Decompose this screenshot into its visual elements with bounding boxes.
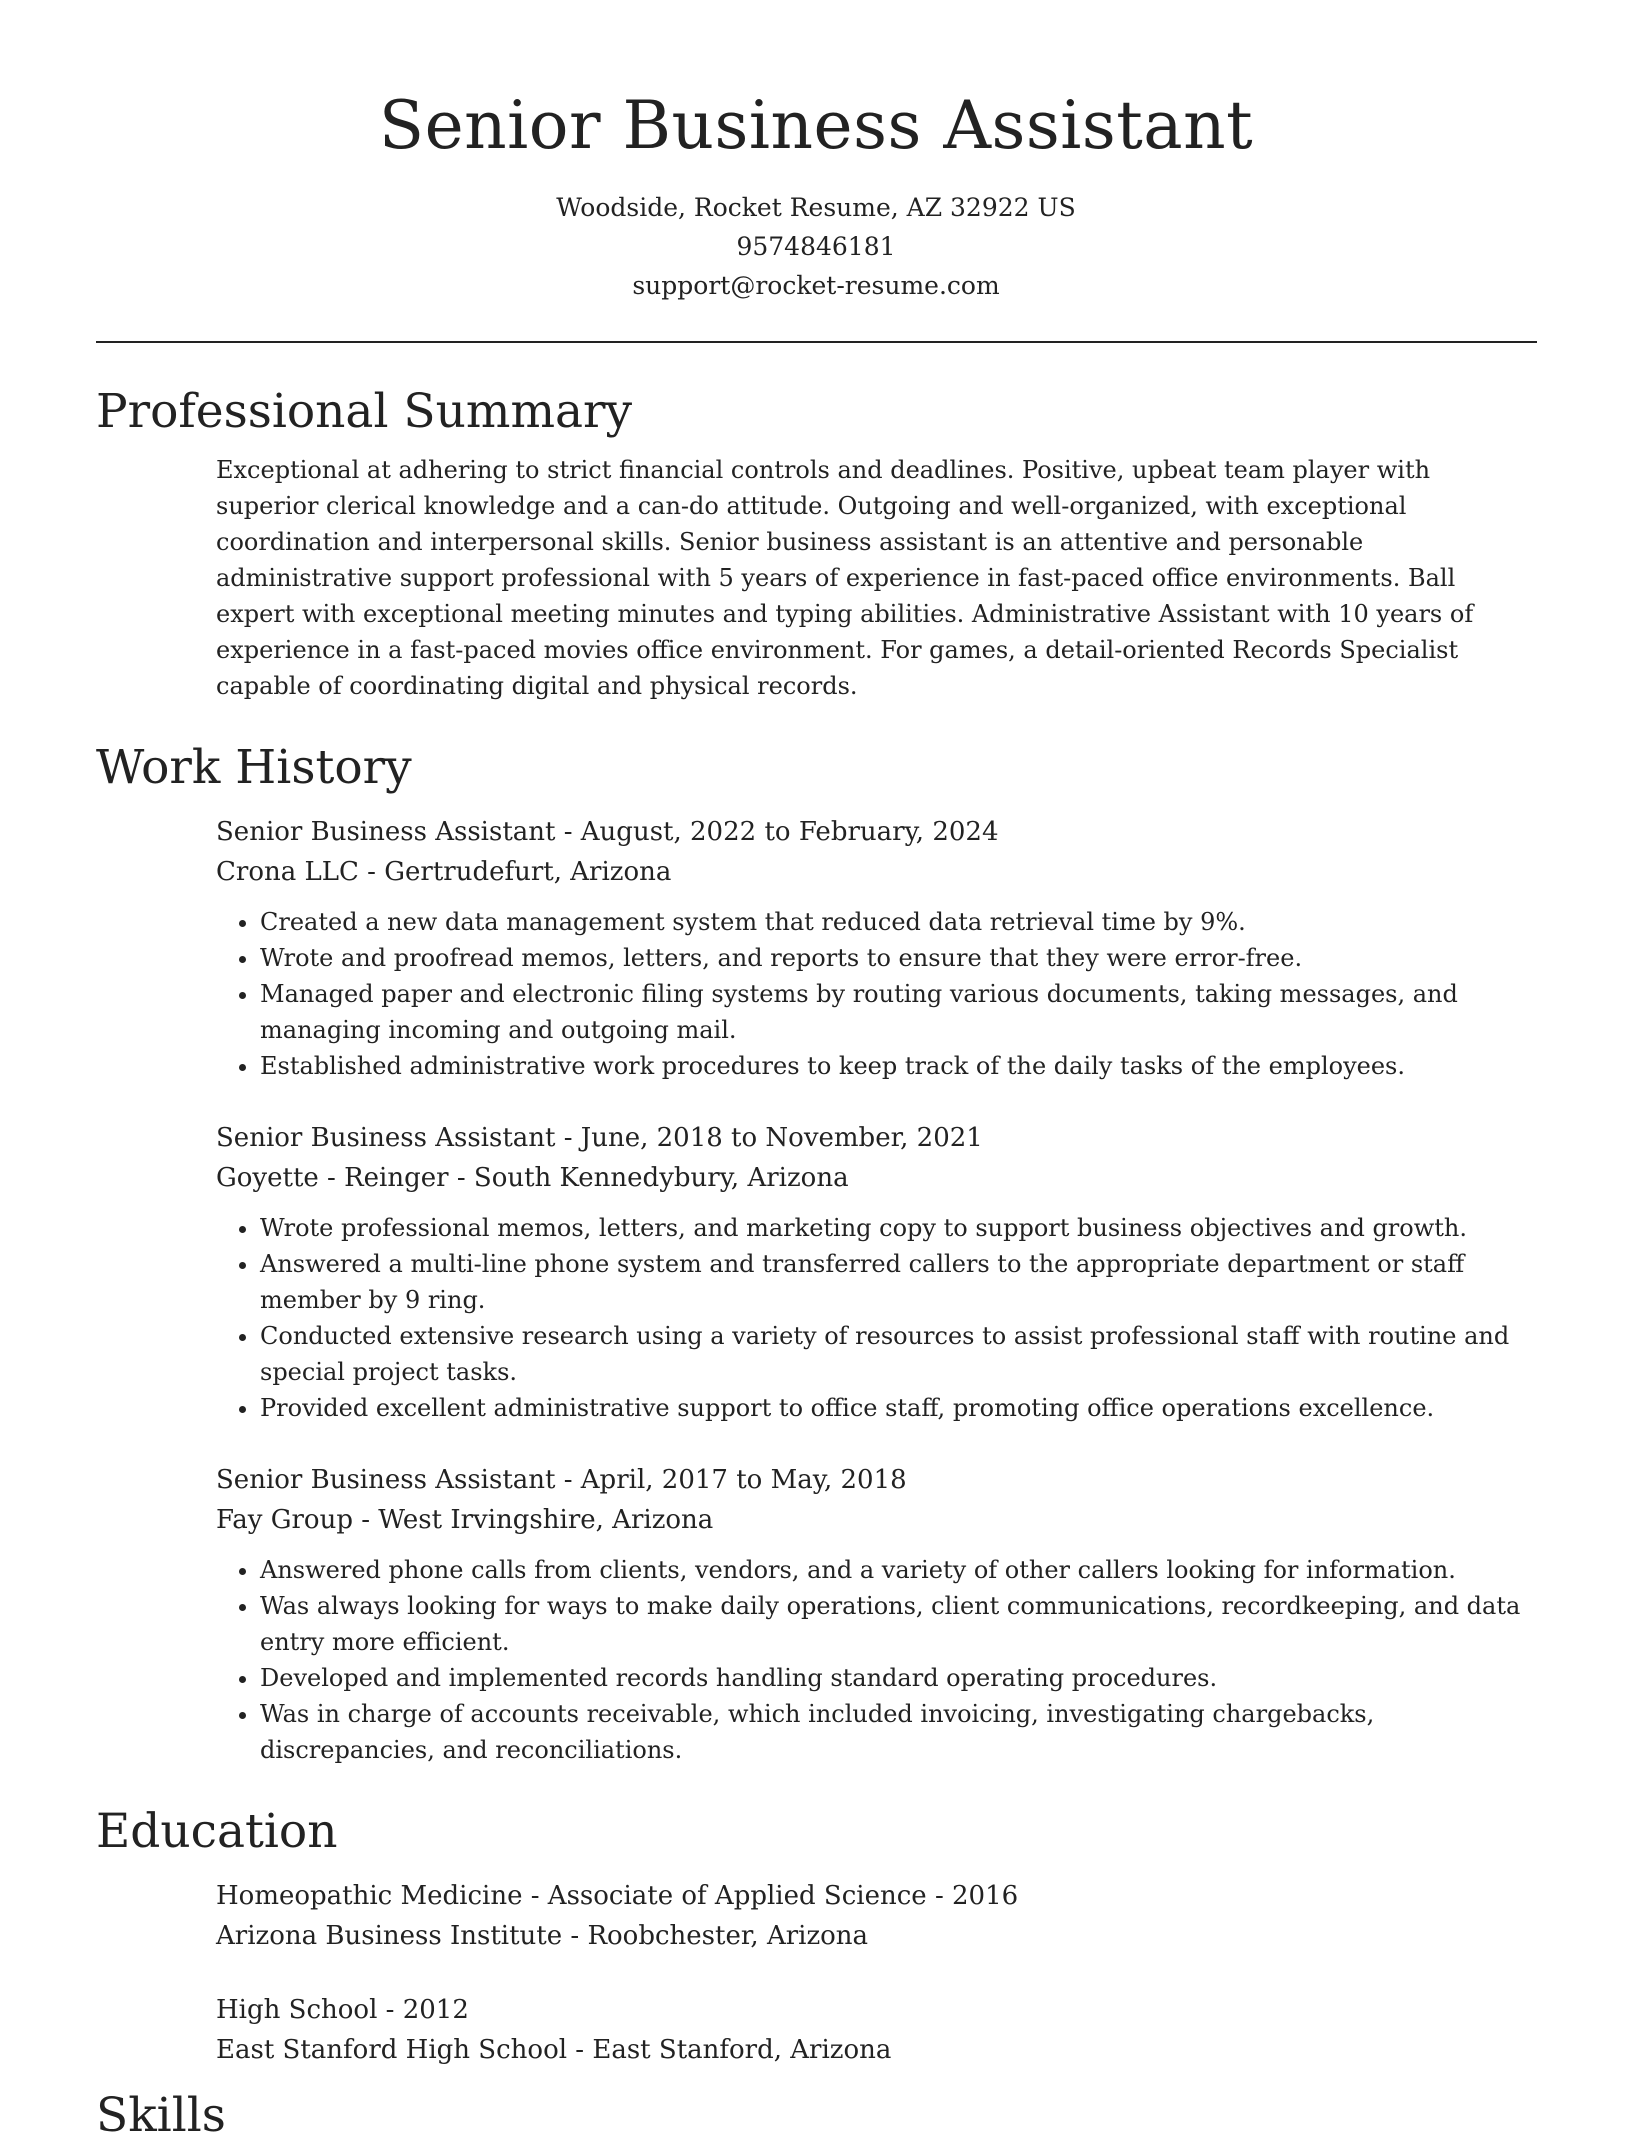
candidate-name: Senior Business Assistant xyxy=(378,87,1254,164)
school-name: East Stanford High School xyxy=(216,2035,568,2065)
school-location: - East Stanford, Arizona xyxy=(567,2035,892,2065)
degree-line xyxy=(216,1876,1537,1916)
header-divider xyxy=(96,341,1537,343)
job-role: Senior Business Assistant xyxy=(216,817,556,847)
phone: 9574846181 xyxy=(736,232,896,261)
section-title-skills: Skills xyxy=(96,2088,226,2143)
job-location: - West Irvingshire, Arizona xyxy=(352,1505,714,1535)
job-entry xyxy=(216,1118,1537,1426)
list-item: • Developed and implemented records handling standard operating procedures. xyxy=(260,1660,1537,1696)
list-item: • Provided excellent administrative support to office staff, promoting office operations excellence. xyxy=(260,1390,1537,1426)
education-section xyxy=(96,1802,1537,2070)
list-item: • Managed paper and electronic filing systems by routing various documents, taking messages, and managing incoming and outgoing mail. xyxy=(260,976,1537,1048)
job-bullets xyxy=(216,1552,1537,1768)
list-item: • Created a new data management system that reduced data retrieval time by 9%. xyxy=(260,904,1537,940)
list-item: • Wrote and proofread memos, letters, and reports to ensure that they were error-free. xyxy=(260,940,1537,976)
work-history-section xyxy=(96,738,1537,1768)
list-item: • Was in charge of accounts receivable, which included invoicing, investigating chargebacks, discrepancies, and reconciliations. xyxy=(260,1696,1537,1768)
job-title-line xyxy=(216,1460,1537,1500)
job-company: Crona LLC xyxy=(216,857,359,887)
job-company: Goyette - Reinger xyxy=(216,1163,449,1193)
list-item: • Established administrative work procedures to keep track of the daily tasks of the employees. xyxy=(260,1048,1537,1084)
school-name: Arizona Business Institute xyxy=(216,1921,563,1951)
job-bullets xyxy=(216,1210,1537,1426)
list-item: • Conducted extensive research using a variety of resources to assist professional staff with routine and special project tasks. xyxy=(260,1318,1537,1390)
school-location: - Roobchester, Arizona xyxy=(562,1921,869,1951)
job-company-line xyxy=(216,1158,1537,1198)
job-entry xyxy=(216,1460,1537,1768)
list-item: • Was always looking for ways to make daily operations, client communications, recordkeeping, and data entry more efficient. xyxy=(260,1588,1537,1660)
list-item: • Wrote professional memos, letters, and marketing copy to support business objectives and growth. xyxy=(260,1210,1537,1246)
job-dates: - August, 2022 to February, 2024 xyxy=(555,817,999,847)
graduation-year: - 2016 xyxy=(926,1881,1019,1911)
job-title-line xyxy=(216,812,1537,852)
education-entry xyxy=(216,1990,1537,2070)
school-line xyxy=(216,2030,1537,2070)
section-title-summary: Professional Summary xyxy=(96,384,633,439)
degree: High School xyxy=(216,1995,378,2025)
job-dates: - April, 2017 to May, 2018 xyxy=(555,1465,907,1495)
job-role: Senior Business Assistant xyxy=(216,1465,556,1495)
skills-section xyxy=(96,2086,1537,2146)
job-company-line xyxy=(216,852,1537,892)
job-entry xyxy=(216,812,1537,1084)
summary-text: Exceptional at adhering to strict financial controls and deadlines. Positive, upbeat team player with superior clerical knowledge and a can-do attitude. Outgoing and well-organized, with exceptional coordination and interpersonal skills. Senior business assistant is an attentive and personable administrative support professional with 5 years of experience in fast-paced office environments. Ball expert with exceptional meeting minutes and typing abilities. Administrative Assistant with 10 years of experience in a fast-paced movies office environment. For games, a detail-oriented Records Specialist capable of coordinating digital and physical records. xyxy=(216,456,1474,700)
job-location: - South Kennedybury, Arizona xyxy=(448,1163,849,1193)
education-entry xyxy=(216,1876,1537,1956)
list-item: • Answered a multi-line phone system and transferred callers to the appropriate department or staff member by 9 ring. xyxy=(260,1246,1537,1318)
job-dates: - June, 2018 to November, 2021 xyxy=(555,1123,983,1153)
job-bullets xyxy=(216,904,1537,1084)
list-item: • Answered phone calls from clients, vendors, and a variety of other callers looking for information. xyxy=(260,1552,1537,1588)
degree-line xyxy=(216,1990,1537,2030)
job-company: Fay Group xyxy=(216,1505,353,1535)
graduation-year: - 2012 xyxy=(377,1995,469,2025)
job-title-line xyxy=(216,1118,1537,1158)
resume-header xyxy=(0,0,1632,305)
section-title-work-history: Work History xyxy=(96,740,412,795)
summary-section xyxy=(96,382,1537,704)
job-company-line xyxy=(216,1500,1537,1540)
section-title-education: Education xyxy=(96,1804,338,1859)
job-location: - Gertrudefurt, Arizona xyxy=(358,857,672,887)
address: Woodside, Rocket Resume, AZ 32922 US xyxy=(556,193,1076,222)
degree: Homeopathic Medicine - Associate of Applied Science xyxy=(216,1881,927,1911)
job-role: Senior Business Assistant xyxy=(216,1123,556,1153)
school-line xyxy=(216,1916,1537,1956)
contact-info xyxy=(0,188,1632,305)
email: support@rocket-resume.com xyxy=(632,271,1000,300)
